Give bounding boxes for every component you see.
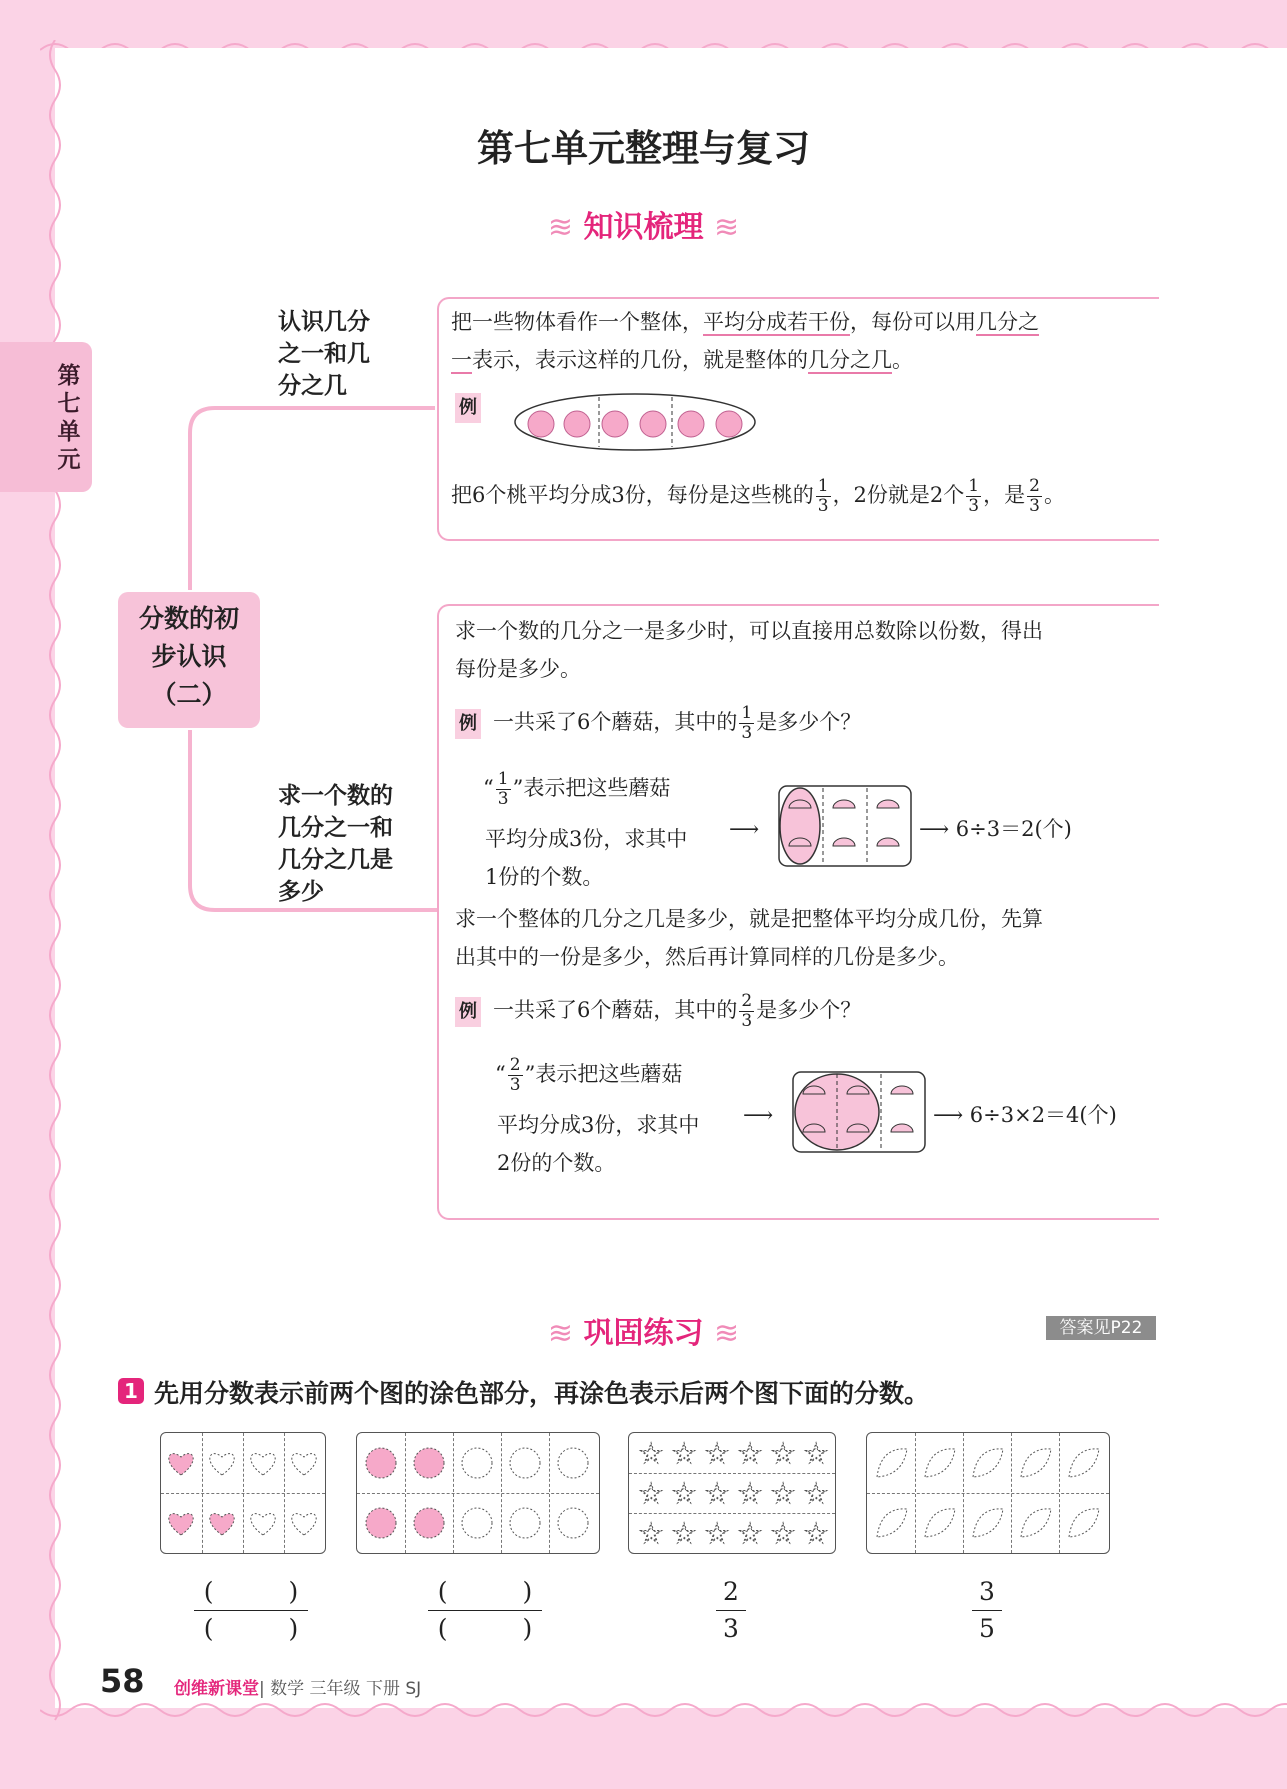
card1-text: ，2份就是2个: [832, 483, 965, 507]
topic-1-label: [278, 306, 370, 402]
card1-text: 表示，表示这样的几份，就是整体的: [472, 348, 808, 372]
given-fraction-two-thirds: [716, 1574, 746, 1647]
denominator: 3: [497, 789, 509, 809]
denominator: 3: [716, 1610, 746, 1647]
svg-text:☆: ☆: [638, 1517, 664, 1550]
example-2-question: [455, 992, 861, 1031]
main-node-line: （二）: [151, 680, 227, 709]
topic-2-line: 多少: [278, 879, 324, 905]
fraction-two-thirds: [739, 992, 754, 1031]
footer-brand: 创维新课堂: [174, 1679, 259, 1699]
card1-highlight: 几分之: [976, 310, 1039, 334]
numerator-blank[interactable]: ( ): [203, 1577, 299, 1606]
arrow-icon: ⟶: [729, 817, 760, 841]
card1-text: 把一些物体看作一个整体，: [451, 310, 703, 334]
hearts-grid[interactable]: [160, 1432, 326, 1554]
result-text: 6÷3＝2(个): [955, 817, 1072, 841]
card2-text: 一共采了6个蘑菇，其中的: [493, 998, 738, 1022]
knowledge-card-2: [437, 604, 1159, 1220]
svg-text:☆: ☆: [770, 1517, 796, 1550]
example-1-description-line: 平均分成3份，求其中: [485, 827, 688, 851]
svg-text:☆: ☆: [671, 1517, 697, 1550]
arrow-icon: ⟶: [933, 1103, 970, 1127]
wave-ornament-left: ≋: [547, 210, 574, 245]
fraction-one-third: [966, 477, 981, 516]
answer-blank-1[interactable]: [194, 1574, 308, 1647]
card1-text: 把6个桃平均分成3份，每份是这些桃的: [451, 483, 814, 507]
fraction-two-thirds: [508, 1056, 523, 1095]
example-2-result: [933, 1100, 1117, 1130]
wave-ornament-right: ≋: [713, 1316, 740, 1351]
card1-highlight: 一: [451, 348, 472, 372]
heart-icons: [161, 1433, 325, 1553]
svg-text:☆: ☆: [737, 1477, 763, 1510]
numerator: 1: [741, 703, 753, 723]
section-knowledge-label: 知识梳理: [583, 210, 704, 245]
svg-text:☆: ☆: [704, 1517, 730, 1550]
unit-tab-label: 第七单元: [57, 363, 81, 473]
wave-ornament-right: ≋: [713, 210, 740, 245]
example-badge: 例: [455, 709, 481, 739]
card2-text: 表示把这些蘑菇: [523, 776, 671, 800]
topic-1-line: 之一和几: [278, 341, 370, 367]
card1-example-sentence: [451, 477, 1065, 516]
unit-side-tab: [0, 342, 92, 492]
leaves-grid[interactable]: [866, 1432, 1110, 1554]
card1-text: ，是: [983, 483, 1026, 507]
fraction-two-thirds: [1027, 477, 1042, 516]
card2-text: 是多少个？: [756, 998, 862, 1022]
flowers-grid[interactable]: [356, 1432, 600, 1554]
numerator: 2: [1029, 476, 1040, 496]
numerator: 2: [723, 1577, 739, 1606]
footer-info: | 数学 三年级 下册 SJ: [259, 1679, 422, 1699]
leaf-icons: [867, 1433, 1109, 1553]
svg-text:☆: ☆: [638, 1477, 664, 1510]
topic-1-line: 分之几: [278, 373, 347, 399]
arrow-icon: ⟶: [743, 1103, 774, 1127]
page-number: 58: [100, 1662, 145, 1700]
numerator: 1: [497, 769, 509, 789]
svg-text:☆: ☆: [803, 1477, 829, 1510]
fraction-one-third: [739, 704, 754, 743]
card1-text: ，每份可以用: [850, 310, 976, 334]
svg-text:☆: ☆: [671, 1437, 697, 1470]
svg-text:☆: ☆: [803, 1517, 829, 1550]
quote-open: “: [495, 1062, 506, 1086]
rule-1-line: 每份是多少。: [455, 657, 581, 681]
given-fraction-three-fifths: [972, 1574, 1002, 1647]
rule-2-line: 求一个整体的几分之几是多少，就是把整体平均分成几份，先算: [455, 907, 1043, 931]
main-node-line: 分数的初: [138, 604, 239, 633]
question-number-badge: 1: [118, 1378, 144, 1404]
answer-blank-2[interactable]: [428, 1574, 542, 1647]
section-practice-label: 巩固练习: [583, 1316, 704, 1351]
card2-text: 表示把这些蘑菇: [535, 1062, 683, 1086]
topic-1-line: 认识几分: [278, 309, 370, 335]
denominator: 3: [968, 496, 980, 516]
topic-2-label: [278, 780, 393, 908]
star-icons: [629, 1433, 835, 1553]
question-text: 先用分数表示前两个图的涂色部分，再涂色表示后两个图下面的分数。: [154, 1379, 930, 1408]
main-node-line: 步认识: [151, 642, 227, 671]
svg-text:☆: ☆: [704, 1477, 730, 1510]
card1-highlight: 平均分成若干份: [703, 310, 850, 334]
card2-text: 一共采了6个蘑菇，其中的: [493, 710, 738, 734]
footer-series: [174, 1674, 421, 1699]
denominator-blank[interactable]: ( ): [428, 1610, 542, 1647]
card1-text: 。: [892, 348, 913, 372]
denominator: 3: [741, 723, 753, 743]
quote-open: “: [483, 776, 494, 800]
result-text: 6÷3×2＝4(个): [969, 1103, 1117, 1127]
example-badge: 例: [455, 997, 481, 1027]
svg-text:☆: ☆: [803, 1437, 829, 1470]
svg-text:☆: ☆: [770, 1437, 796, 1470]
arrow-icon: ⟶: [919, 817, 956, 841]
example-2-description-line: 平均分成3份，求其中: [497, 1113, 700, 1137]
knowledge-card-1: [437, 297, 1159, 541]
topic-2-line: 几分之一和: [278, 815, 393, 841]
denominator: 3: [509, 1075, 521, 1095]
svg-text:☆: ☆: [737, 1437, 763, 1470]
topic-2-line: 求一个数的: [278, 783, 393, 809]
card1-line-2: [451, 345, 913, 375]
left-wave-border: [40, 40, 70, 1730]
fraction-one-third: [496, 770, 511, 809]
fraction-one-third: [816, 477, 831, 516]
peaches-illustration: [511, 389, 761, 455]
denominator: 3: [741, 1011, 753, 1031]
numerator: 2: [741, 991, 753, 1011]
svg-text:☆: ☆: [671, 1477, 697, 1510]
example-2-description: [495, 1056, 682, 1095]
topic-2-line: 几分之几是: [278, 847, 393, 873]
example-2-description-line: 2份的个数。: [497, 1151, 616, 1175]
numerator-blank[interactable]: ( ): [437, 1577, 533, 1606]
card1-text: 。: [1043, 483, 1065, 507]
flower-icons: [357, 1433, 599, 1553]
mushroom-grid-2: [791, 1070, 927, 1154]
denominator-blank[interactable]: ( ): [194, 1610, 308, 1647]
rule-1-line: 求一个数的几分之一是多少时，可以直接用总数除以份数，得出: [455, 619, 1043, 643]
denominator: 3: [1029, 496, 1040, 516]
svg-text:☆: ☆: [770, 1477, 796, 1510]
example-badge: 例: [455, 393, 481, 423]
quote-close: ”: [524, 1062, 536, 1086]
numerator: 2: [509, 1055, 521, 1075]
card1-highlight: 几分之几: [808, 348, 892, 372]
numerator: 1: [817, 476, 829, 496]
card1-example-row: [455, 391, 493, 423]
svg-text:☆: ☆: [638, 1437, 664, 1470]
wave-ornament-left: ≋: [547, 1316, 574, 1351]
stars-grid[interactable]: [628, 1432, 836, 1554]
example-1-result: [919, 814, 1072, 844]
svg-text:☆: ☆: [704, 1437, 730, 1470]
main-topic-node: [118, 592, 260, 728]
example-1-description: [483, 770, 670, 809]
page-title: 第七单元整理与复习: [477, 127, 810, 170]
denominator: 3: [817, 496, 829, 516]
numerator: 1: [968, 476, 980, 496]
card2-text: 是多少个？: [756, 710, 862, 734]
section-knowledge-heading: [0, 202, 1287, 246]
answer-reference-tag: 答案见P22: [1046, 1316, 1156, 1340]
denominator: 5: [972, 1610, 1002, 1647]
rule-2-line: 出其中的一份是多少，然后再计算同样的几份是多少。: [455, 945, 959, 969]
svg-text:☆: ☆: [737, 1517, 763, 1550]
mushroom-grid-1: [777, 784, 913, 868]
card1-line-1: [451, 307, 1039, 337]
numerator: 3: [979, 1577, 995, 1606]
quote-close: ”: [512, 776, 524, 800]
example-1-description-line: 1份的个数。: [485, 865, 604, 889]
example-1-question: [455, 704, 861, 743]
